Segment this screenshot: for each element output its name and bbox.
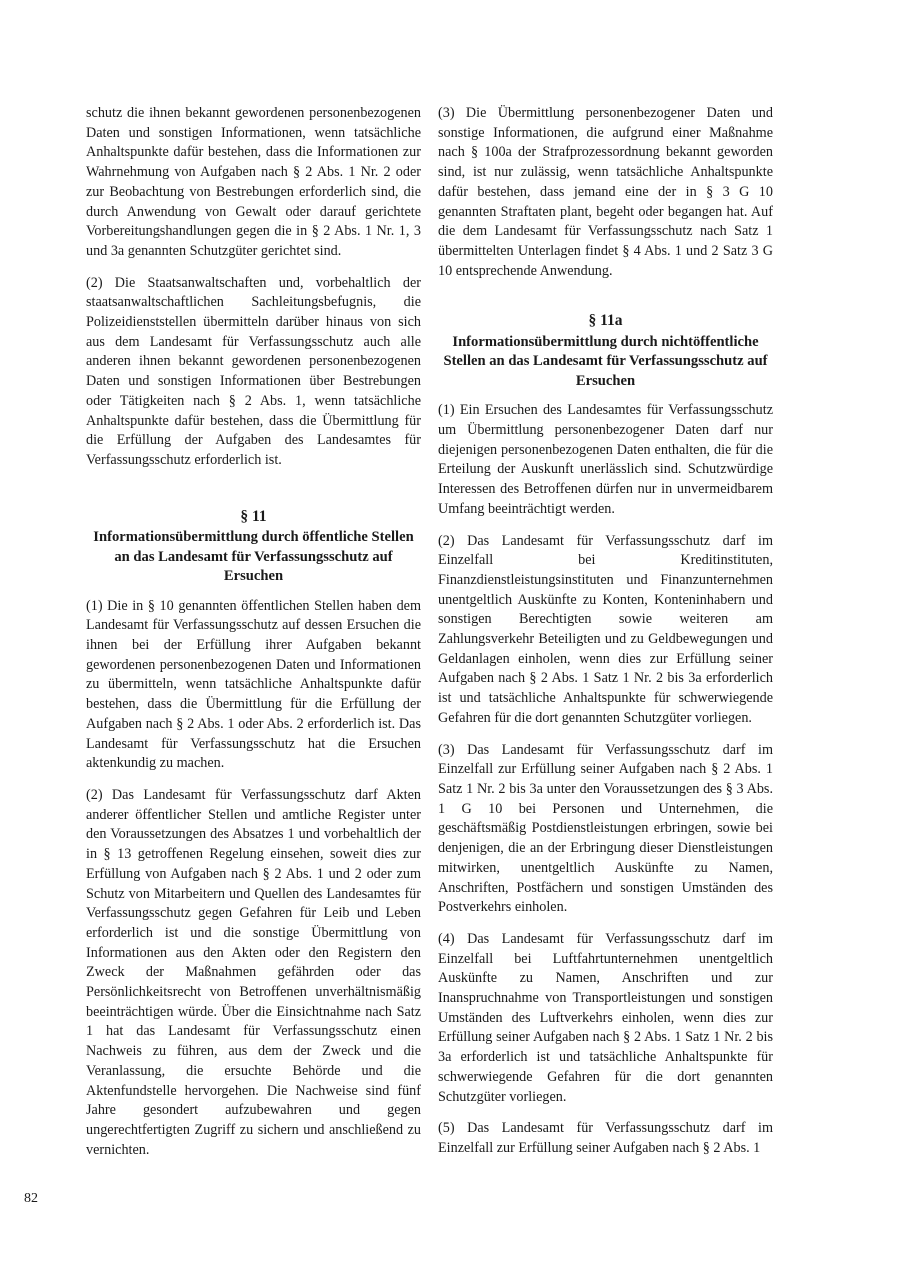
right-column [438,104,773,1171]
paragraph-continued: schutz die ihnen bekannt gewordenen personenbezogenen Daten und sonstigen Informationen, wenn tatsächliche Anhaltspunkte dafür bestehen, dass die Informationen zur Wahrnehmung von Aufgaben nach § 2 Abs. 1 Nr. 2 oder zur Beobachtung von Bestrebungen erforderlich sind, die durch Anwendung von Gewalt oder darauf gerichtete Vorbereitungshandlungen gegen die in § 2 Abs. 1 Nr. 1, 3 und 3a genannten Schutzgüter gerichtet sind. [86,105,421,259]
section-11-heading [86,507,421,587]
section-11a-paragraph-3: (3) Das Landesamt für Verfassungsschutz darf im Einzelfall zur Erfüllung seiner Aufgaben nach § 2 Abs. 1 Satz 1 Nr. 2 bis 3a unter den Voraussetzungen des § 3 Abs. 1 G 10 bei Personen und Unternehmen, die geschäftsmäßig Postdienstleistungen erbringen, sowie bei denjenigen, die an der Erbringung dieser Dienstleistungen mitwirken, unentgeltlich Auskünfte zu Namen, Anschriften, Postfächern und sonstigen Umständen des Postverkehrs einholen. [438,741,773,916]
section-11a-heading [438,311,773,391]
section-11-paragraph-1: (1) Die in § 10 genannten öffentlichen Stellen haben dem Landesamt für Verfassungsschutz auf dessen Ersuchen die ihnen bei der Erfüllung ihrer Aufgaben bekannt gewordenen personenbezogenen Daten und Informationen zu übermitteln, wenn tatsächliche Anhaltspunkte dafür bestehen, dass die Übermittlung für die Erfüllung der Aufgaben nach § 2 Abs. 1 oder Abs. 2 erforderlich ist. Das Landesamt für Verfassungsschutz hat die Ersuchen aktenkundig zu machen. [86,597,421,772]
section-11a-paragraph-4: (4) Das Landesamt für Verfassungsschutz darf im Einzelfall bei Luftfahrtunternehmen unentgeltlich Auskünfte zu Namen, Anschriften und zur Inanspruchnahme von Transportleistungen und sonstigen Umständen des Luftverkehrs einholen, wenn dies zur Erfüllung seiner Aufgaben nach § 2 Abs. 1 Satz 1 Nr. 2 bis 3a erforderlich ist und tatsächliche Anhaltspunkte für schwerwiegende Gefahren für die dort genannten Schutzgüter vorliegen. [438,930,773,1105]
section-11a-paragraph-5: (5) Das Landesamt für Verfassungsschutz darf im Einzelfall zur Erfüllung seiner Aufgaben nach § 2 Abs. 1 [438,1120,773,1156]
section-11-number: § 11 [240,507,267,525]
section-11a-number: § 11a [588,312,623,330]
paragraph-2: (2) Die Staatsanwaltschaften und, vorbehaltlich der staatsanwaltschaftlichen Sachleitungsbefugnis, die Polizeidienststellen übermitteln darüber hinaus von sich aus dem Landesamt für Verfassungsschutz auch alle anderen ihnen bekannt gewordenen personenbezogenen Daten und sonstigen Informationen über Bestrebungen oder Tätigkeiten nach § 2 Abs. 1, wenn tatsächliche Anhaltspunkte dafür bestehen, dass die Übermittlung für die Erfüllung der Aufgaben des Landesamtes für Verfassungsschutz erforderlich ist. [86,274,421,468]
section-11-title: Informationsübermittlung durch öffentliche Stellen an das Landesamt für Verfassungsschutz auf Ersuchen [93,529,414,585]
section-11a-paragraph-2: (2) Das Landesamt für Verfassungsschutz darf im Einzelfall bei Kreditinstituten, Finanzdienstleistungsinstituten und Finanzunternehmen unentgeltlich Auskünfte zu Konten, Konteninhabern und sonstigen Berechtigten sowie weiteren am Zahlungsverkehr Beteiligten und zu Geldbewegungen und Geldanlagen einholen, wenn dies zur Erfüllung seiner Aufgaben nach § 2 Abs. 1 Satz 1 Nr. 2 bis 3a erforderlich ist und tatsächliche Anhaltspunkte für schwerwiegende Gefahren für die dort genannten Schutzgüter vorliegen. [438,532,773,726]
page-number: 82 [24,1191,38,1206]
section-11a-paragraph-1: (1) Ein Ersuchen des Landesamtes für Verfassungsschutz um Übermittlung personenbezogener Daten darf nur diejenigen personenbezogenen Daten enthalten, die für die Erteilung der Auskunft unerlässlich sind. Schutzwürdige Interessen des Betroffenen dürfen nur in unvermeidbarem Umfang beeinträchtigt werden. [438,402,773,517]
section-11a-title: Informationsübermittlung durch nichtöffentliche Stellen an das Landesamt für Verfassungsschutz auf Ersuchen [443,333,768,389]
left-column [86,104,421,1172]
section-11-paragraph-2: (2) Das Landesamt für Verfassungsschutz darf Akten anderer öffentlicher Stellen und amtliche Register unter den Voraussetzungen des Absatzes 1 und vorbehaltlich der in § 13 getroffenen Regelung einsehen, soweit dies zur Erfüllung von Aufgaben nach § 2 Abs. 1 und 2 oder zum Schutz von Mitarbeitern und Quellen des Landesamtes für Verfassungsschutz gegen Gefahren für Leib und Leben erforderlich ist und die sonstige Übermittlung von Informationen aus den Akten oder den Registern den Zweck der Maßnahmen gefährden oder das Persönlichkeitsrecht von Betroffenen unverhältnismäßig beeinträchtigen würde. Über die Einsichtnahme nach Satz 1 hat das Landesamt für Verfassungsschutz einen Nachweis zu führen, aus dem der Zweck und die Veranlassung, die ersuchte Behörde und die Aktenfundstelle hervorgehen. Die Nachweise sind fünf Jahre gesondert aufzubewahren und gegen ungerechtfertigten Zugriff zu sichern und anschließend zu vernichten. [86,786,421,1158]
paragraph-3: (3) Die Übermittlung personenbezogener Daten und sonstige Informationen, die aufgrund einer Maßnahme nach § 100a der Strafprozessordnung bekannt geworden sind, ist nur zulässig, wenn tatsächliche Anhaltspunkte dafür bestehen, dass jemand eine der in § 3 G 10 genannten Straftaten plant, begeht oder begangen hat. Auf die dem Landesamt für Verfassungsschutz nach Satz 1 übermittelten Unterlagen findet § 4 Abs. 1 und 2 Satz 3 G 10 entsprechende Anwendung. [438,105,773,279]
